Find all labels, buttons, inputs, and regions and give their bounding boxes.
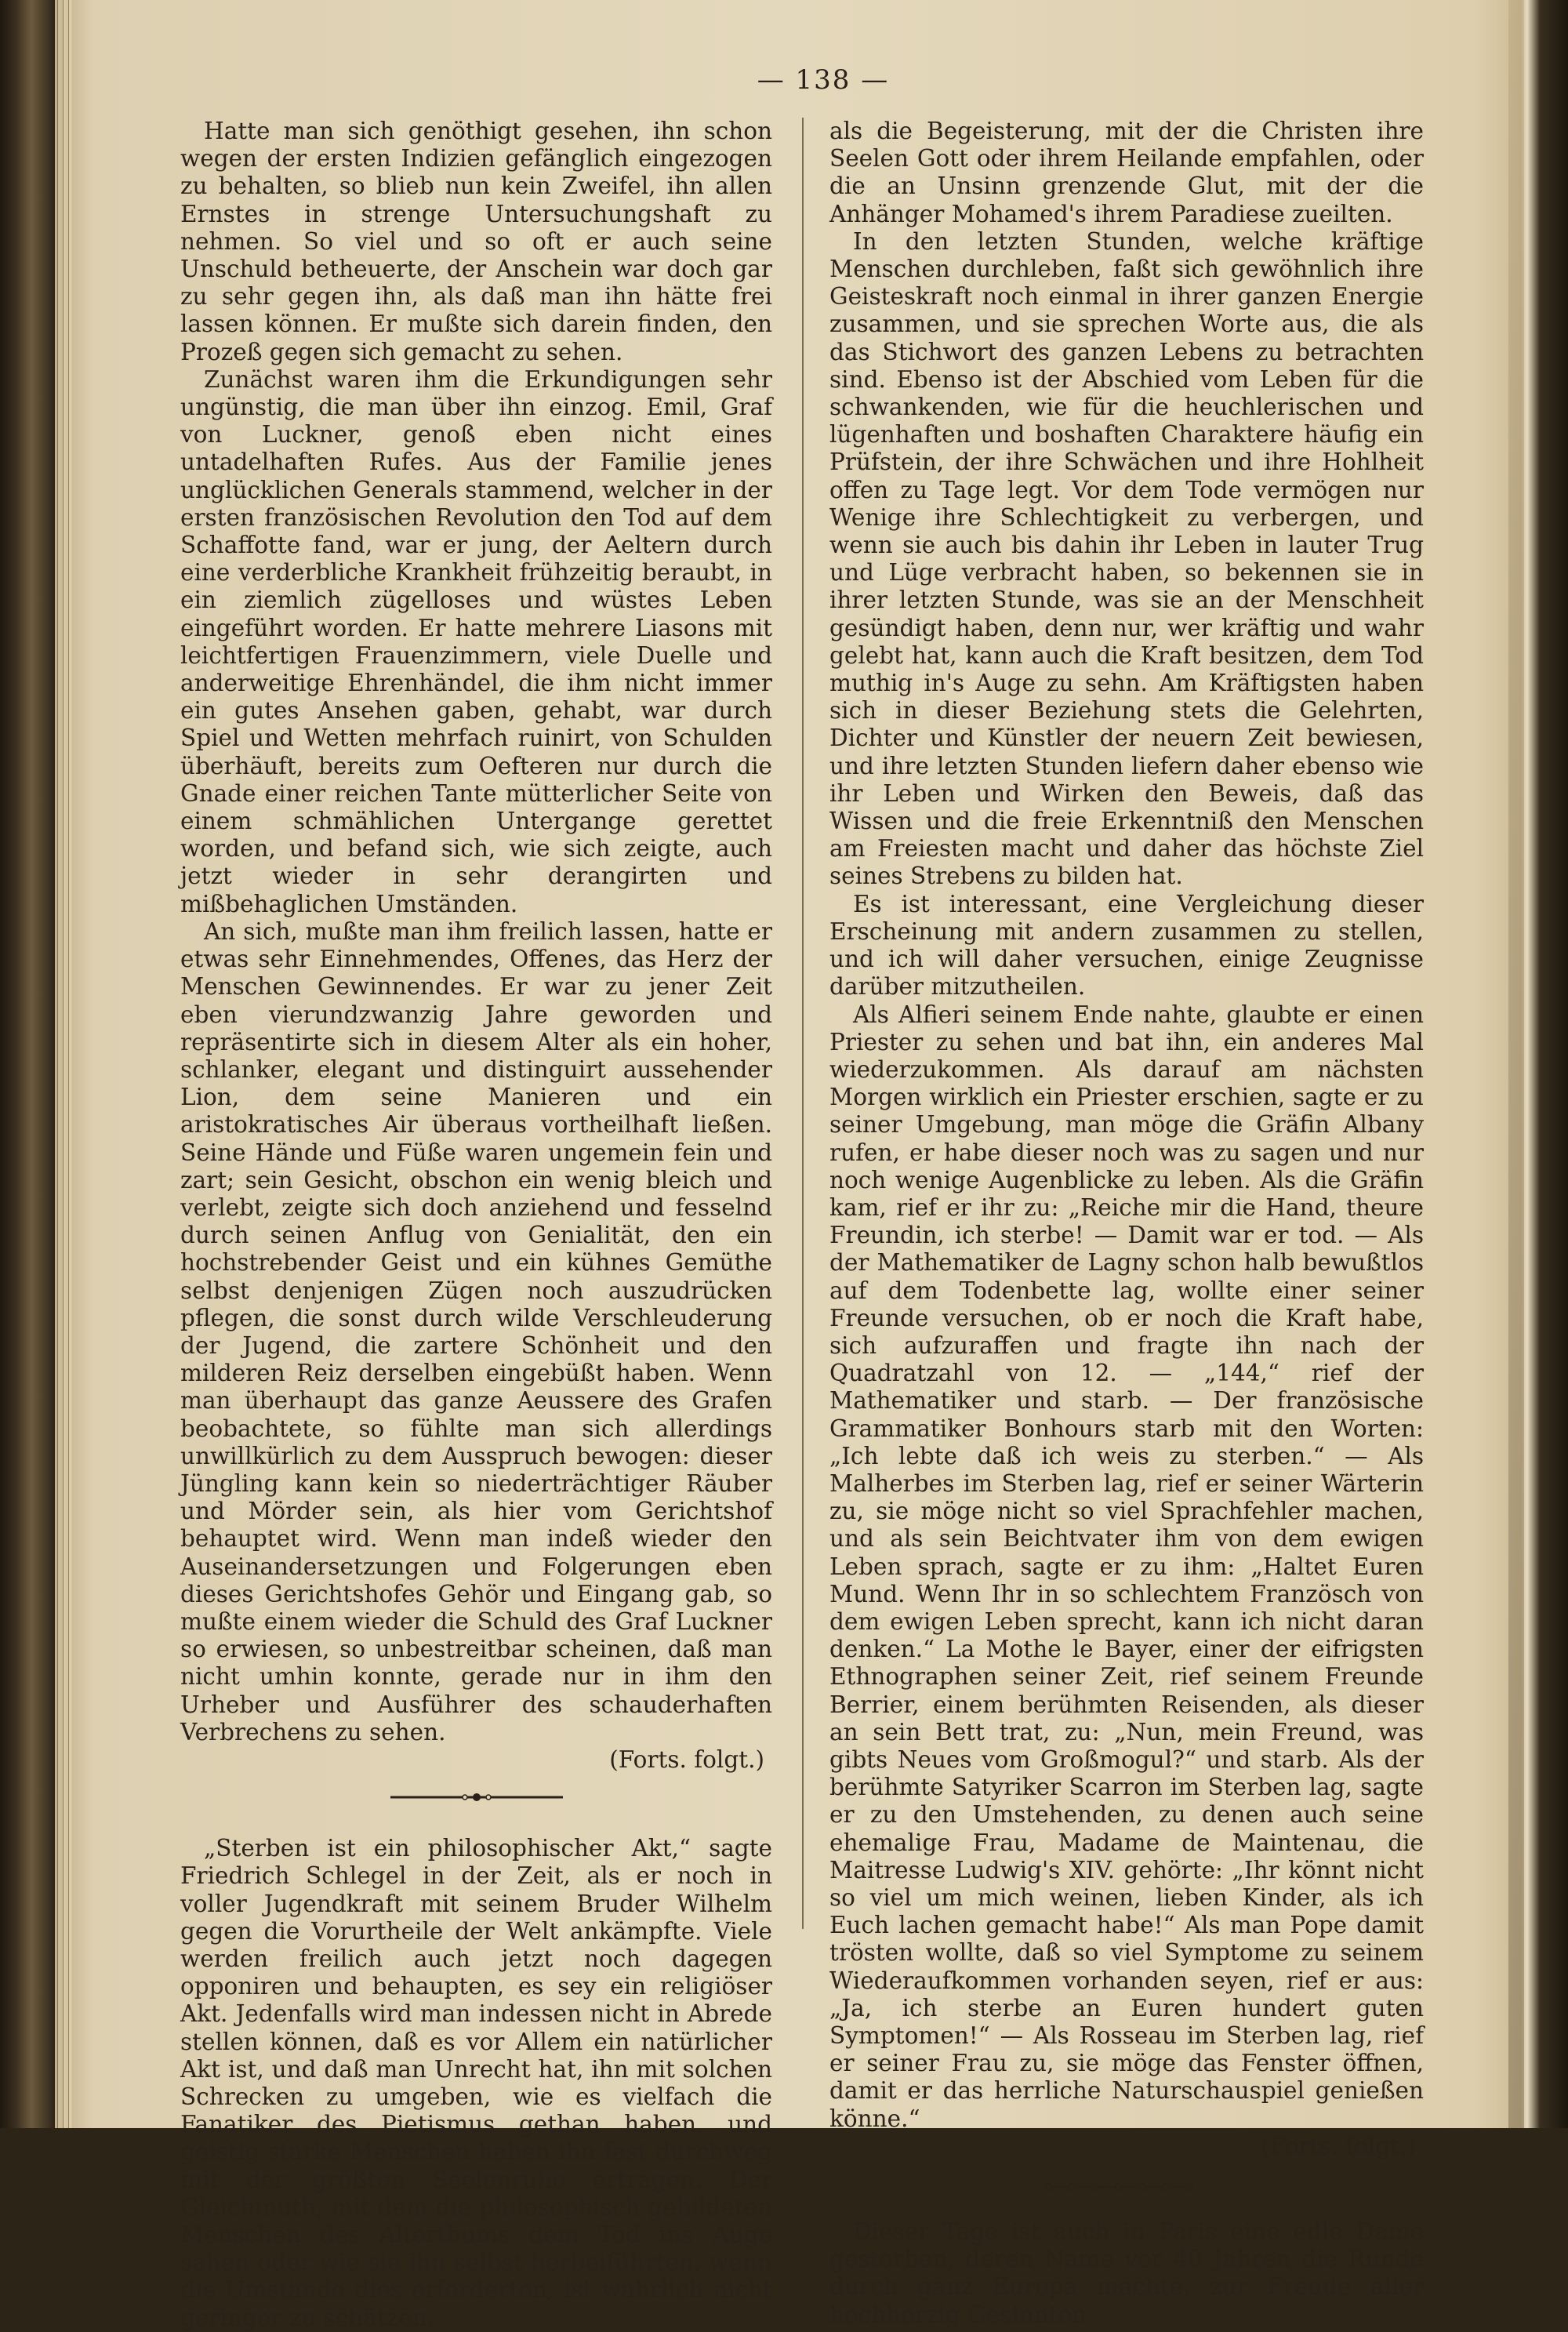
column-rule <box>802 118 804 1929</box>
right-column <box>829 118 1424 2329</box>
paragraph: An sich, mußte man ihm freilich lassen, hatte er etwas sehr Einnehmendes, Offenes, das Herz der Menschen Gewinnendes. Er war zu jener Zeit eben vierundzwanzig Jahre geworden und repräsentirte sich in diesem Alter als ein hoher, schlanker, elegant und distinguirt aussehender Lion, dem seine Manieren und ein aristokratisches Air überaus vortheilhaft ließen. Seine Hände und Füße waren ungemein fein und zart; sein Gesicht, obschon ein wenig bleich und verlebt, zeigte sich doch anziehend und fesselnd durch seinen Anflug von Genialität, den ein hochstrebender Geist und ein kühnes Gemüthe selbst denjenigen Zügen noch auszudrücken pflegen, die sonst durch wilde Verschleuderung der Jugend, die zartere Schönheit und den milderen Reiz derselben eingebüßt haben. Wenn man überhaupt das ganze Aeussere des Grafen beobachtete, so fühlte man sich allerdings unwillkürlich zu dem Ausspruch bewogen: dieser Jüngling kann kein so niederträchtiger Räuber und Mörder sein, als hier vom Gerichtshof behauptet wird. Wenn man indeß wieder den Auseinandersetzungen und Folgerungen eben dieses Gerichtshofes Gehör und Eingang gab, so mußte einem wieder die Schuld des Graf Luckner so erwiesen, so unbestreitbar scheinen, daß man nicht umhin konnte, gerade nur in ihm den Urheber und Ausführer des schauderhaften Verbrechens zu sehen. <box>180 917 772 1745</box>
ornament-divider <box>1036 2181 1217 2193</box>
paragraph: In den letzten Stunden, welche kräftige Menschen durchleben, faßt sich gewöhnlich ihre Geisteskraft noch einmal in ihrer ganzen Energie zusammen, und sie sprechen Worte aus, die als das Stichwort des ganzen Lebens zu betrachten sind. Ebenso ist der Abschied vom Leben für die schwankenden, wie für die heuchlerischen und lügenhaften und boshaften Charaktere häufig ein Prüfstein, der ihre Schwächen und ihre Hohlheit offen zu Tage legt. Vor dem Tode vermögen nur Wenige ihre Schlechtigkeit zu verbergen, und wenn sie auch bis dahin ihr Leben in lauter Trug und Lüge verbracht haben, so bekennen sie in ihrer letzten Stunde, was sie an der Menschheit gesündigt haben, denn nur, wer kräftig und wahr gelebt hat, kann auch die Kraft besitzen, dem Tod muthig in's Auge zu sehn. Am Kräftigsten haben sich in dieser Beziehung stets die Gelehrten, Dichter und Künstler der neuern Zeit bewiesen, und ihre letzten Stunden liefern daher ebenso wie ihr Leben und Wirken den Beweis, daß das Wissen und die freie Erkenntniß den Menschen am Freiesten macht und daher das höchste Ziel seines Strebens zu bilden hat. <box>829 227 1424 890</box>
news-paragraph: Dieser Tage ist auch in Paris eine edle Dame gestorben, deren Name vor 40 Jahren die Runde durch ganz Europa machte, zur Freude aller hochherzig Gesinnten <box>829 2218 1424 2328</box>
paragraph: Zunächst waren ihm die Erkundigungen sehr ungünstig, die man über ihn einzog. Emil, Graf von Luckner, genoß eben nicht eines untadelhaften Rufes. Aus der Familie jenes unglücklichen Generals stammend, welcher in der ersten französischen Revolution den Tod auf dem Schaffotte fand, war er jung, der Aeltern durch eine verderbliche Krankheit frühzeitig beraubt, in ein ziemlich zügelloses und wüstes Leben eingeführt worden. Er hatte mehrere Liasons mit leichtfertigen Frauenzimmern, viele Duelle und anderweitige Ehrenhändel, die ihm nicht immer ein gutes Ansehen gaben, gehabt, war durch Spiel und Wetten mehrfach ruinirt, von Schulden überhäuft, bereits zum Oefteren nur durch die Gnade einer reichen Tante mütterlicher Seite von einem schmählichen Untergange gerettet worden, und befand sich, wie sich zeigte, auch jetzt wieder in sehr derangirten und mißbehaglichen Umständen. <box>180 365 772 917</box>
page-edge <box>55 0 72 2128</box>
continuation-note: (Forts. folgt.) <box>1261 2132 1416 2159</box>
paragraph: Als Alfieri seinem Ende nahte, glaubte er einen Priester zu sehen und bat ihn, ein anderes Mal wiederzukommen. Als darauf am nächsten Morgen wirklich ein Priester erschien, sagte er zu seiner Umgebung, man möge die Gräfin Albany rufen, er habe dieser noch was zu sagen und nur noch wenige Augenblicke zu leben. Als die Gräfin kam, rief er ihr zu: „Reiche mir die Hand, theure Freundin, ich sterbe! — Damit war er tod. — Als der Mathematiker de Lagny schon halb bewußtlos auf dem Todenbette lag, wollte einer seiner Freunde versuchen, ob er noch die Kraft habe, sich aufzuraffen und fragte ihn nach der Quadratzahl von 12. — „144,“ rief der Mathematiker und starb. — Der französische Grammatiker Bonhours starb mit den Worten: „Ich lebte daß ich weis zu sterben.“ — Als Malherbes im Sterben lag, rief er seiner Wärterin zu, sie möge nicht so viel Sprachfehler machen, und als sein Beichtvater ihm von dem ewigen Leben sprach, sagte er zu ihm: „Haltet Euren Mund. Wenn Ihr in so schlechtem Französch von dem ewigen Leben sprecht, kann ich nicht daran denken.“ La Mothe le Bayer, einer der eifrigsten Ethnographen seiner Zeit, rief seinem Freunde Berrier, einem berühmten Reisenden, als dieser an sein Bett trat, zu: „Nun, mein Freund, was gibts Neues vom Großmogul?“ und starb. Als der berühmte Satyriker Scarron im Sterben lag, sagte er zu den Umstehenden, zu denen auch seine ehemalige Frau, Madame de Maintenau, die Maitresse Ludwig's XIV. gehörte: „Ihr könnt nicht so viel um mich weinen, lieben Kinder, als ich Euch lachen gemacht habe!“ Als man Pope damit trösten wollte, daß so viel Symptome zu seinem Wiederaufkommen vorhanden seyen, rief er aus: „Ja, ich sterbe an Euren hundert guten Symptomen!“ — Als Rosseau im Sterben lag, rief er seiner Frau zu, sie möge das Fenster öffnen, damit er das herrliche Naturschauspiel genießen könne.“ <box>829 1001 1424 2132</box>
paragraph: Es ist interessant, eine Vergleichung dieser Erscheinung mit andern zusammen zu stellen, und ich will daher versuchen, einige Zeugnisse darüber mitzutheilen. <box>829 890 1424 1001</box>
continuation-note: (Forts. folgt.) <box>609 1745 764 1773</box>
paragraph: Hatte man sich genöthigt gesehen, ihn schon wegen der ersten Indizien gefänglich eingezogen zu behalten, so blieb nun kein Zweifel, ihn allen Ernstes in strenge Untersuchungshaft zu nehmen. So viel und so oft er auch seine Unschuld betheuerte, der Anschein war doch gar zu sehr gegen ihn, als daß man ihn hätte frei lassen können. Er mußte sich darein finden, den Prozeß gegen sich gemacht zu sehen. <box>180 118 772 365</box>
ornament-divider <box>390 1791 563 1803</box>
binding-shadow <box>1508 0 1524 2128</box>
essay-paragraph: „Sterben ist ein philosophischer Akt,“ sagte Friedrich Schlegel in der Zeit, als er noch in voller Jugendkraft mit seinem Bruder Wilhelm gegen die Vorurtheile der Welt ankämpfte. Viele werden freilich auch jetzt noch dagegen opponiren und behaupten, es sey ein religiöser Akt. Jedenfalls wird man indessen nicht in Abrede stellen können, daß es vor Allem ein natürlicher Akt ist, und daß man Unrecht hat, ihn mit solchen Schrecken zu umgeben, wie es vielfach die Fanatiker des Pietismus gethan haben, und geistig starke Menschen haben ihn fast durchweg mit der größten Seelenruhe ertragen. Der Gleichmuth, mit dem die philosophisch gebildeten Menschen des Alterthums dem Tod ins Auge sahen oder wie sie ihn selbst herbeiführten, wenn die Umstände dies erforderten, ist wahrlich nicht geringer zu schätzen, <box>180 1835 772 2331</box>
left-column <box>180 118 772 2332</box>
page-number: — 138 — <box>757 64 890 96</box>
paragraph: als die Begeisterung, mit der die Christen ihre Seelen Gott oder ihrem Heilande empfahlen, oder die an Unsinn grenzende Glut, mit der die Anhänger Mohamed's ihrem Paradiese zueilten. <box>829 118 1424 227</box>
